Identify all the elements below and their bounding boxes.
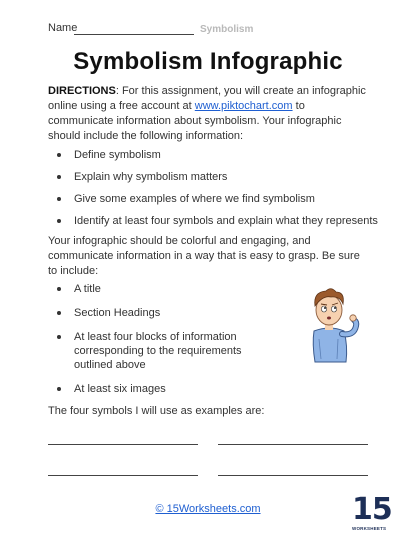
list-item: A title: [48, 282, 270, 296]
piktochart-link[interactable]: www.piktochart.com: [194, 100, 293, 112]
symbols-prompt: The four symbols I will use as examples are:: [48, 405, 265, 417]
answer-line-1[interactable]: [48, 444, 198, 445]
thinking-boy-illustration: [298, 284, 368, 364]
list-item: At least six images: [48, 382, 270, 396]
list-item: Explain why symbolism matters: [48, 170, 378, 184]
answer-line-4[interactable]: [218, 475, 368, 476]
topic-label: Symbolism: [200, 24, 254, 35]
directions-label: DIRECTIONS: [48, 85, 116, 97]
list-item: Give some examples of where we find symbolism: [48, 192, 378, 206]
logo-number: 15: [352, 492, 392, 527]
page-title: Symbolism Infographic: [73, 48, 343, 75]
directions-paragraph: [48, 84, 370, 144]
copyright-link[interactable]: © 15Worksheets.com: [155, 503, 261, 515]
directions-text-1: : For this assignment, you will create an infographic online using a free account at: [48, 85, 366, 112]
list-item: Define symbolism: [48, 148, 378, 162]
name-label: Name: [48, 22, 78, 34]
answer-line-3[interactable]: [48, 475, 198, 476]
answer-line-2[interactable]: [218, 444, 368, 445]
name-input-line[interactable]: [74, 34, 194, 35]
list-item: At least four blocks of information corresponding to the requirements outlined above: [48, 330, 270, 372]
list-item: Section Headings: [48, 306, 270, 320]
requirements-list: [48, 148, 378, 228]
directions-text-2: to communicate information about symbolism. Your infographic should include the following information:: [48, 100, 342, 142]
style-intro-paragraph: Your infographic should be colorful and engaging, and communicate information in a way that is easy to grasp. Be sure to include:: [48, 235, 360, 277]
include-list: [48, 282, 270, 396]
worksheets-logo: [352, 492, 392, 536]
list-item: Identify at least four symbols and explain what they represents: [48, 214, 378, 228]
logo-text: WORKSHEETS: [352, 526, 387, 531]
